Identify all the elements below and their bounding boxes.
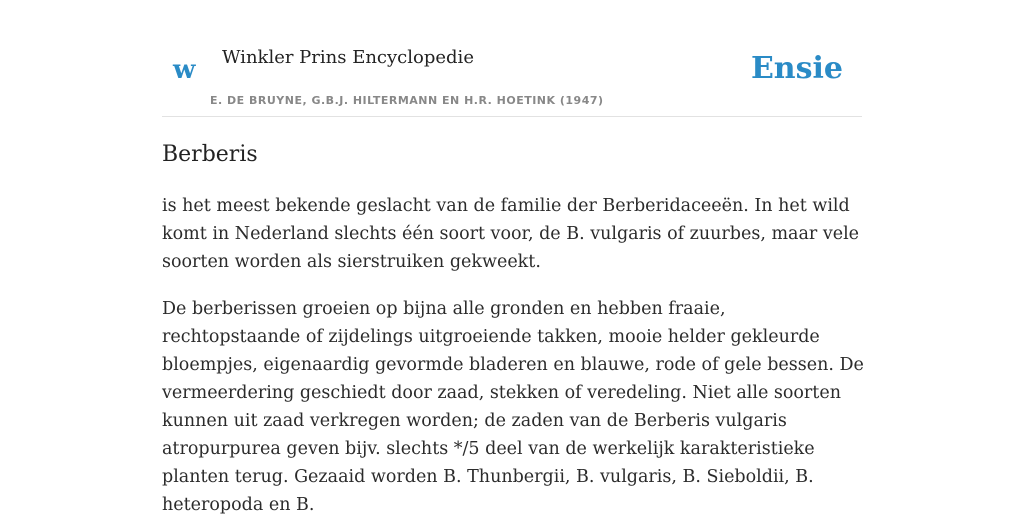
- logo-w-icon[interactable]: w: [173, 55, 196, 85]
- authors-line: E. DE BRUYNE, G.B.J. HILTERMANN EN H.R. HOETINK (1947): [210, 94, 604, 107]
- publication-title[interactable]: Winkler Prins Encyclopedie: [222, 47, 474, 68]
- page-header: [162, 0, 862, 117]
- article-paragraph-2: De berberissen groeien op bijna alle gronden en hebben fraaie, rechtopstaande of zijdelings uitgroeiende takken, mooie helder gekleurde bloempjes, eigenaardig gevormde bladeren en blauwe, rode of gele bessen. De vermeerdering geschiedt door zaad, stekken of veredeling. Niet alle soorten kunnen uit zaad verkregen worden; de zaden van de Berberis vulgaris atropurpurea geven bijv. slechts */5 deel van de werkelijk karakteristieke planten terug. Gezaaid worden B. Thunbergii, B. vulgaris, B. Sieboldii, B. heteropoda en B.: [162, 299, 864, 515]
- page-container: [162, 0, 864, 515]
- brand-logo[interactable]: Ensie: [750, 51, 843, 86]
- article-paragraph-1: is het meest bekende geslacht van de familie der Berberidaceeën. In het wild komt in Nederland slechts één soort voor, de B. vulgaris of zuurbes, maar vele soorten worden als sierstruiken gekweekt.: [162, 196, 860, 272]
- article-title: Berberis: [162, 142, 258, 167]
